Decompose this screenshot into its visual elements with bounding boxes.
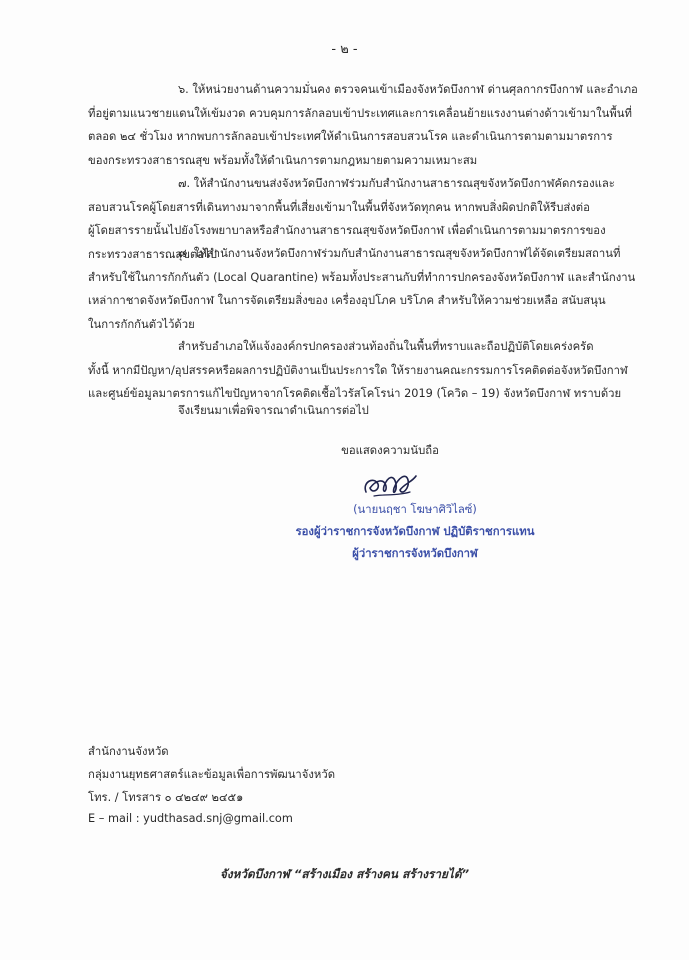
paragraph-line: ที่อยู่ตามแนวชายแดนให้เข้มงวด ควบคุมการลักลอบเข้าประเทศและการเคลื่อนย้ายแรงงานต่างด้าวเข้ามาในพื้นที่: [88, 106, 632, 120]
signer-name: (นายนฤชา โฆษาศิวิไลซ์): [353, 503, 477, 516]
paragraph-line: สอบสวนโรคผู้โดยสารที่เดินทางมาจากพื้นที่เสี่ยงเข้ามาในพื้นที่จังหวัดทุกคน หากพบสิ่งผิดปกติให้รีบส่งต่อ: [88, 200, 590, 214]
paragraph-line: และศูนย์ข้อมูลมาตรการแก้ไขปัญหาจากโรคติดเชื้อไวรัสโคโรน่า 2019 (โควิด – 19) จังหวัดบึงกาฬ ทราบด้วย: [88, 387, 622, 400]
signer-position: รองผู้ว่าราชการจังหวัดบึงกาฬ ปฏิบัติราชการแทน: [295, 525, 535, 538]
paragraph-conclusion: [88, 399, 640, 423]
paragraph-line: ทั้งนี้ หากมีปัญหา/อุปสรรคหรือผลการปฏิบัติงานเป็นประการใด ให้รายงานคณะกรรมการโรคติดต่อจังหวัดบึงกาฬ: [88, 363, 628, 377]
paragraph-line: จึงเรียนมาเพื่อพิจารณาดำเนินการต่อไป: [178, 404, 369, 417]
paragraph-line: ของกระทรวงสาธารณสุข พร้อมทั้งให้ดำเนินการตามกฎหมายตามความเหมาะสม: [88, 153, 478, 167]
office-email: E – mail : yudthasad.snj@gmail.com: [88, 812, 293, 825]
office-name: สำนักงานจังหวัด: [88, 745, 169, 758]
paragraph-line: สำหรับใช้ในการกักกันตัว (Local Quarantine) พร้อมทั้งประสานกับที่ทำการปกครองจังหวัดบึงกาฬ และสำนักงาน: [88, 270, 636, 284]
paragraph-district-instruction: [88, 335, 640, 406]
paragraph-line: ๗. ให้สำนักงานขนส่งจังหวัดบึงกาฬร่วมกับสำนักงานสาธารณสุขจังหวัดบึงกาฬคัดกรองและ: [178, 177, 615, 190]
paragraph-6: [88, 78, 640, 172]
paragraph-line: สำหรับอำเภอให้แจ้งองค์กรปกครองส่วนท้องถิ่นในพื้นที่ทราบและถือปฏิบัติโดยเคร่งครัด: [178, 340, 594, 353]
paragraph-line: ตลอด ๒๔ ชั่วโมง หากพบการลักลอบเข้าประเทศให้ดำเนินการสอบสวนโรค และดำเนินการตามตามมาตรการ: [88, 130, 613, 143]
paragraph-line: เหล่ากาชาดจังหวัดบึงกาฬ ในการจัดเตรียมสิ่งของ เครื่องอุปโภค บริโภค สำหรับให้ความช่วยเหลือ สนับสนุน: [88, 294, 606, 307]
paragraph-8: [88, 242, 640, 336]
paragraph-line: ผู้โดยสารรายนั้นไปยังโรงพยาบาลหรือสำนักงานสาธารณสุขจังหวัดบึงกาฬ เพื่อดำเนินการตามมาตรการของ: [88, 224, 606, 237]
province-slogan: จังหวัดบึงกาฬ “สร้างเมือง สร้างคน สร้างรายได้”: [219, 867, 470, 881]
signer-position-title: ผู้ว่าราชการจังหวัดบึงกาฬ: [352, 547, 478, 560]
handwritten-signature: [360, 466, 420, 502]
paragraph-line: ในการกักกันตัวไว้ด้วย: [88, 317, 195, 331]
paragraph-line: กระทรวงสาธารณสุขต่อไป: [88, 247, 217, 261]
paragraph-line: ๘. ให้สำนักงานจังหวัดบึงกาฬร่วมกับสำนักงานสาธารณสุขจังหวัดบึงกาฬได้จัดเตรียมสถานที่: [178, 247, 621, 260]
paragraph-line: ๖. ให้หน่วยงานด้านความมั่นคง ตรวจคนเข้าเมืองจังหวัดบึงกาฬ ด่านศุลกากรบึงกาฬ และอำเภอ: [178, 83, 638, 96]
office-division: กลุ่มงานยุทธศาสตร์และข้อมูลเพื่อการพัฒนาจังหวัด: [88, 768, 336, 781]
office-phone: โทร. / โทรสาร ๐ ๔๒๔๙ ๒๔๕๑: [88, 791, 244, 804]
page-number: - ๒ -: [331, 42, 358, 57]
closing-phrase: ขอแสดงความนับถือ: [341, 444, 439, 457]
